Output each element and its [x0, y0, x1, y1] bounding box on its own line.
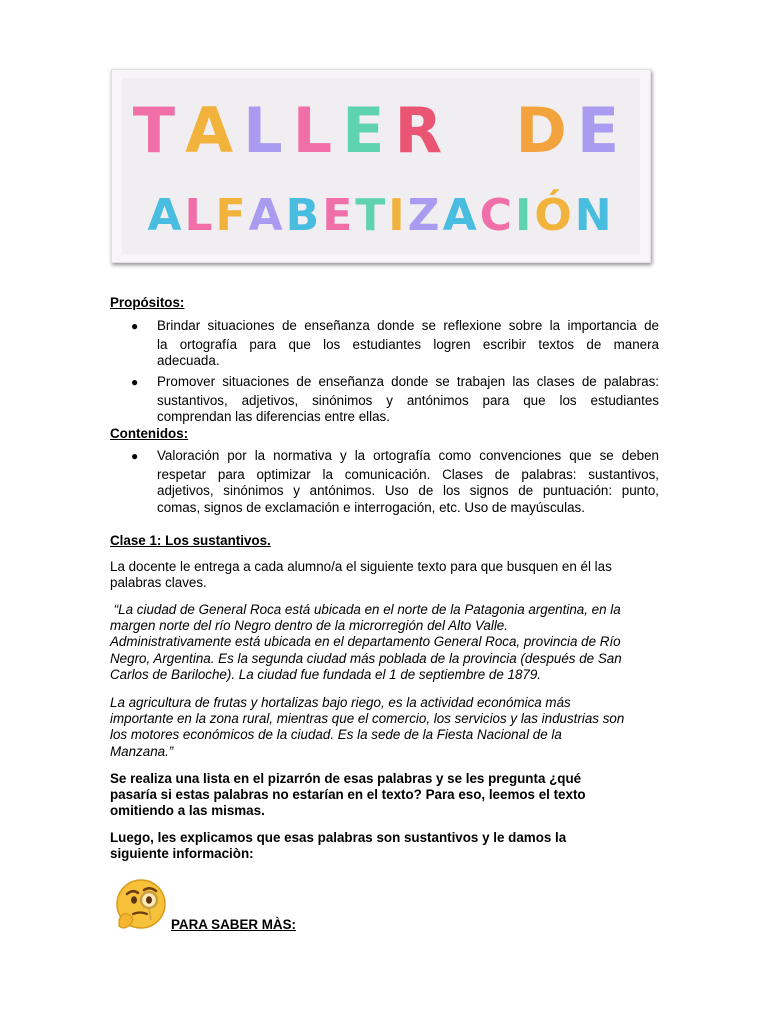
- text-line: “La ciudad de General Roca está ubicada en el norte de la Patagonia argentina, en la: [110, 602, 621, 617]
- clase1-heading: Clase 1: Los sustantivos.: [110, 533, 271, 548]
- text-line: adecuada.: [157, 353, 220, 369]
- propositos-heading: Propósitos:: [110, 295, 185, 310]
- proposito-item-2-text: [157, 374, 659, 426]
- text-line: Negro, Argentina. Es la segunda ciudad más poblada de la provincia (después de San: [110, 650, 622, 666]
- text-line: adjetivos, sinónimos y antónimos. Uso de los signos de puntuación: punto,: [157, 483, 659, 499]
- text-line: palabras claves.: [110, 575, 207, 591]
- quote-paragraph-2: [110, 695, 658, 760]
- activity-paragraph-1: [110, 771, 658, 820]
- contenido-item-1-text: [157, 448, 659, 516]
- banner-letter: T: [132, 94, 186, 167]
- text-line: omitiendo a las mismas.: [110, 803, 265, 819]
- banner-letter: L: [292, 94, 343, 167]
- banner-letter: A: [248, 190, 286, 241]
- para-saber-mas-heading: PARA SABER MÀS:: [171, 917, 296, 932]
- text-line: la ortografía para que los estudiantes logren escribir textos de manera: [157, 337, 659, 353]
- text-line: Brindar situaciones de enseñanza donde se reflexione sobre la importancia de: [157, 318, 659, 333]
- banner-letter: E: [576, 94, 630, 167]
- banner-title-line1: [122, 94, 640, 167]
- proposito-item-1-text: [157, 318, 659, 370]
- text-line: importante en la zona rural, mientras que el comercio, los servicios y las industrias son: [110, 711, 625, 727]
- banner-letter: A: [442, 190, 480, 241]
- banner-letter: C: [479, 190, 515, 241]
- banner-letter: R: [394, 94, 453, 167]
- text-line: pasaría si estas palabras no estarían en el texto? Para eso, leemos el texto: [110, 787, 586, 803]
- banner-letter: T: [355, 190, 389, 241]
- banner-image: [111, 69, 651, 263]
- banner-letter: N: [574, 190, 615, 241]
- text-line: los motores económicos de la ciudad. Es la sede de la Fiesta Nacional de la: [110, 727, 562, 743]
- text-line: sustantivos, adjetivos, sinónimos y antónimos para que los estudiantes: [157, 393, 659, 409]
- text-line: margen norte del río Negro dentro de la microrregión del Alto Valle.: [110, 618, 508, 634]
- banner-letter: Z: [407, 190, 443, 241]
- clase1-intro: [110, 559, 658, 591]
- banner-letter: L: [243, 94, 293, 167]
- contenidos-heading: Contenidos:: [110, 426, 189, 441]
- banner-space: [452, 94, 515, 167]
- quote-paragraph-1: [110, 602, 658, 683]
- bullet-icon: ●: [131, 319, 139, 333]
- banner-letter: B: [285, 190, 323, 241]
- text-line: siguiente informaciòn:: [110, 846, 254, 862]
- bullet-icon: ●: [131, 449, 139, 463]
- text-line: Carlos de Bariloche). La ciudad fue fundada el 1 de septiembre de 1879.: [110, 666, 542, 682]
- banner-letter: Ó: [534, 190, 575, 241]
- text-line: La docente le entrega a cada alumno/a el siguiente texto para que busquen en él las: [110, 559, 612, 574]
- banner-letter: I: [388, 190, 408, 241]
- banner-letter: I: [514, 190, 535, 241]
- banner-letter: E: [322, 190, 356, 241]
- bullet-icon: ●: [131, 375, 139, 389]
- banner-title-line2: [122, 190, 640, 241]
- text-line: Luego, les explicamos que esas palabras son sustantivos y le damos la: [110, 830, 567, 845]
- text-line: comas, signos de exclamación e interrogación, etc. Uso de mayúsculas.: [157, 499, 585, 515]
- text-line: Administrativamente está ubicada en el departamento General Roca, provincia de Río: [110, 634, 621, 650]
- banner-letter: L: [184, 190, 216, 241]
- banner-letter: E: [342, 94, 395, 167]
- banner-inner: [122, 78, 640, 254]
- activity-paragraph-2: [110, 830, 658, 862]
- text-line: La agricultura de frutas y hortalizas bajo riego, es la actividad económica más: [110, 695, 571, 710]
- banner-letter: A: [147, 190, 185, 241]
- banner-letter: D: [515, 94, 577, 167]
- text-line: Valoración por la normativa y la ortografía como convenciones que se deben: [157, 448, 659, 463]
- banner-letter: A: [185, 94, 244, 167]
- text-line: respetar para optimizar la comunicación. Clases de palabras: sustantivos,: [157, 467, 659, 483]
- text-line: comprendan las diferencias entre ellas.: [157, 409, 390, 425]
- banner-letter: F: [215, 190, 249, 241]
- thinking-face-with-monocle-icon: [113, 876, 169, 932]
- text-line: Se realiza una lista en el pizarrón de esas palabras y se les pregunta ¿qué: [110, 771, 582, 786]
- text-line: Promover situaciones de enseñanza donde se trabajen las clases de palabras:: [157, 374, 659, 389]
- text-line: Manzana.”: [110, 743, 174, 759]
